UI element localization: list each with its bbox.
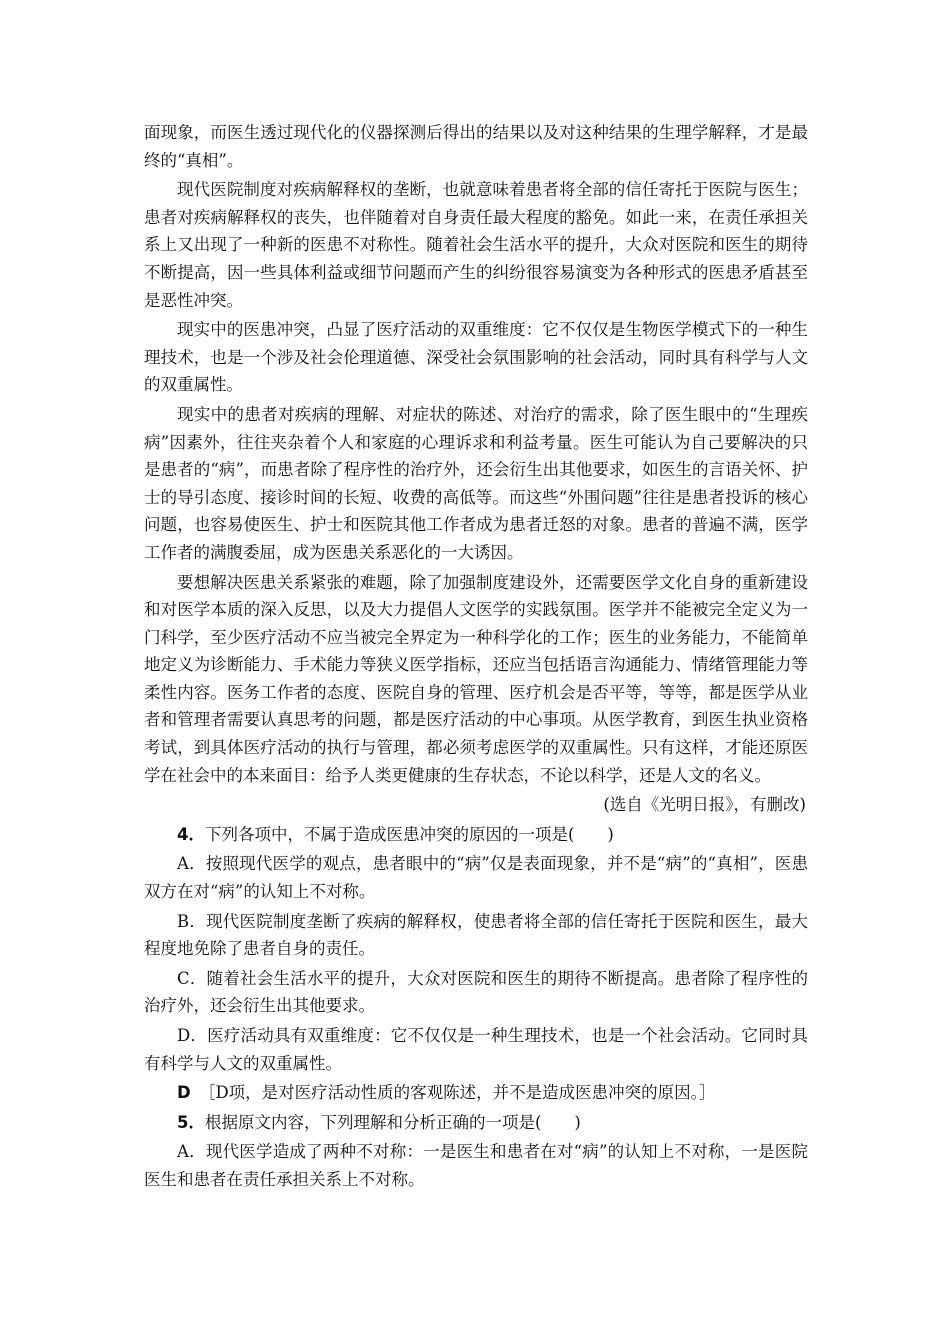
passage-paragraph: 要想解决医患关系紧张的难题，除了加强制度建设外，还需要医学文化自身的重新建设和对医学本质的深入反思，以及大力提倡人文医学的实践氛围。医学并不能被完全定义为一门科学，至少医疗活动不应当被完全界定为一种科学化的工作；医生的业务能力，不能简单地定义为诊断能力、手术能力等狭义医学指标，还应当包括语言沟通能力、情绪管理能力等柔性内容。医务工作者的态度、医院自身的管理、医疗机会是否平等，等等，都是医学从业者和管理者需要认真思考的问题，都是医疗活动的中心事项。从医学教育，到医生执业资格考试，到具体医疗活动的执行与管理，都必须考虑医学的双重属性。只有这样，才能还原医学在社会中的本来面目：给予人类更健康的生存状态，不论以科学，还是人文的名义。	[144, 572, 808, 785]
question-4-option-d: D．医疗活动具有双重维度：它不仅仅是一种生理技术，也是一个社会活动。它同时具有科学与人文的双重属性。	[144, 1026, 808, 1073]
question-4-option-b: B．现代医院制度垄断了疾病的解释权，使患者将全部的信任寄托于医院和医生，最大程度地免除了患者自身的责任。	[144, 911, 808, 959]
answer-explanation: ［D项，是对医疗活动性质的客观陈述，并不是造成医患冲突的原因。］	[207, 1083, 716, 1103]
question-4-stem	[144, 821, 808, 849]
question-5-number: 5．	[177, 1112, 205, 1132]
question-4-text: 下列各项中，不属于造成医患冲突的原因的一项是( )	[204, 824, 614, 844]
question-4-option-a: A．按照现代医学的观点，患者眼中的“病”仅是表面现象，并不是“病”的“真相”，医患双方在对“病”的认知上不对称。	[144, 854, 808, 902]
document-page	[144, 119, 808, 1194]
passage-paragraph: 面现象，而医生透过现代化的仪器探测后得出的结果以及对这种结果的生理学解释，才是最终的“真相”。	[144, 123, 808, 170]
passage-paragraph: 现实中的医患冲突，凸显了医疗活动的双重维度：它不仅仅是生物医学模式下的一种生理技术，也是一个涉及社会伦理道德、深受社会氛围影响的社会活动，同时具有科学与人文的双重属性。	[144, 320, 808, 395]
question-5-option-a: A．现代医学造成了两种不对称：一是医生和患者在对“病”的认知上不对称，一是医院医生和患者在责任承担关系上不对称。	[144, 1142, 808, 1189]
passage-paragraph: 现代医院制度对疾病解释权的垄断，也就意味着患者将全部的信任寄托于医院与医生；患者对疾病解释权的丧失，也伴随着对自身责任最大程度的豁免。如此一来，在责任承担关系上又出现了一种新的医患不对称性。随着社会生活水平的提升，大众对医院和医生的期待不断提高，因一些具体利益或细节问题而产生的纠纷很容易演变为各种形式的医患矛盾甚至是恶性冲突。	[144, 180, 808, 310]
question-4-number: 4．	[177, 824, 205, 844]
question-5-stem	[144, 1109, 808, 1137]
source-citation: (选自《光明日报》，有删改)	[603, 795, 806, 815]
answer-letter: D	[177, 1083, 191, 1103]
question-4-option-c: C．随着社会生活水平的提升，大众对医院和医生的期待不断提高。患者除了程序性的治疗外，还会衍生出其他要求。	[144, 968, 808, 1016]
question-4-answer	[144, 1079, 808, 1107]
question-5-text: 根据原文内容，下列理解和分析正确的一项是( )	[204, 1112, 581, 1132]
passage-paragraph: 现实中的患者对疾病的理解、对症状的陈述、对治疗的需求，除了医生眼中的“生理疾病”因素外，往往夹杂着个人和家庭的心理诉求和利益考量。医生可能认为自己要解决的只是患者的“病”，而患者除了程序性的治疗外，还会衍生出其他要求，如医生的言语关怀、护士的导引态度、接诊时间的长短、收费的高低等。而这些“外围问题”往往是患者投诉的核心问题，也容易使医生、护士和医院其他工作者成为患者迁怒的对象。患者的普遍不满，医学工作者的满腹委屈，成为医患关系恶化的一大诱因。	[144, 404, 808, 562]
